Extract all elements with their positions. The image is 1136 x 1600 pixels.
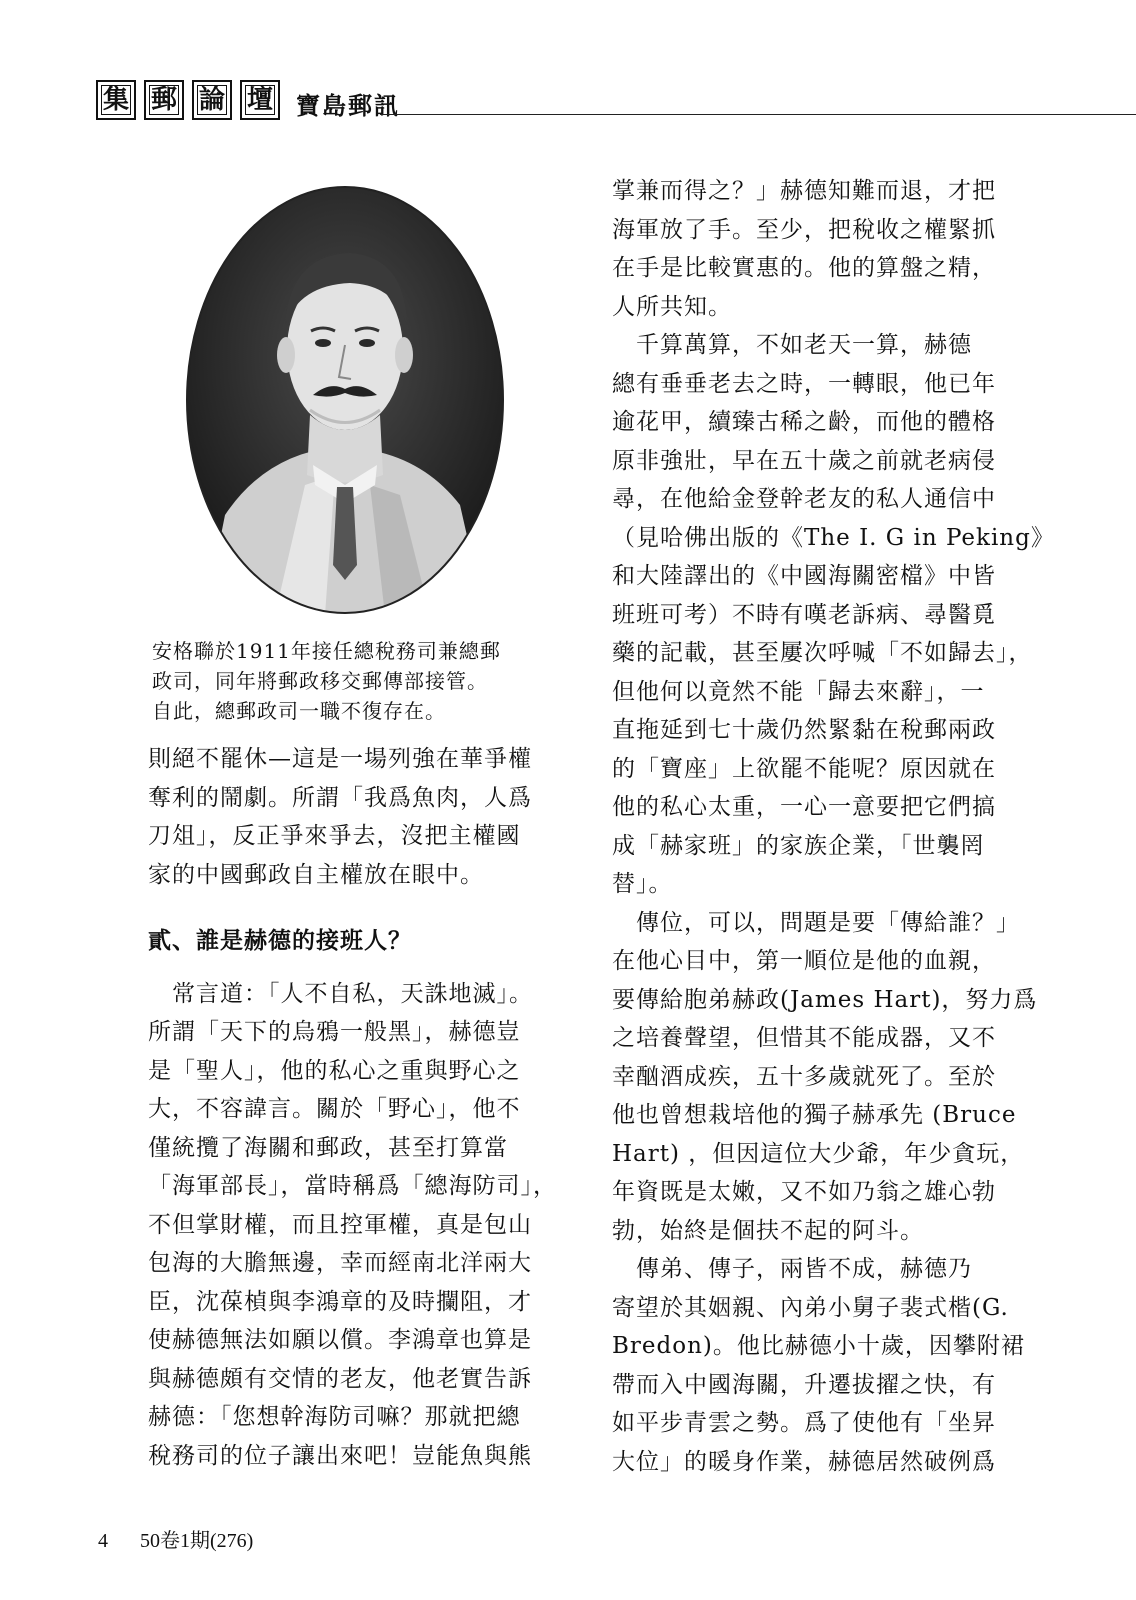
text-line: 在手是比較實惠的。他的算盤之精， (612, 255, 996, 281)
header-box-4: 壇 (240, 80, 280, 120)
text-line: 寄望於其姻親、內弟小舅子裴式楷(G. (612, 1294, 1009, 1321)
text-line: 他的私心太重，一心一意要把它們搞 (612, 794, 996, 820)
header-rule (380, 114, 1136, 115)
text-line: 他也曾想栽培他的獨子赫承先 (Bruce (612, 1102, 1017, 1128)
header-box-1: 集 (96, 80, 136, 120)
text-line: 的「寶座」上欲罷不能呢？原因就在 (612, 755, 996, 782)
text-line: （見哈佛出版的《The I. G in Peking》 (612, 524, 1055, 551)
text-line: 則絕不罷休—這是一場列強在華爭權 (148, 746, 532, 772)
text-line: 原非強壯，早在五十歲之前就老病侵 (612, 447, 996, 474)
text-line: 大，不容諱言。關於「野心」，他不 (148, 1096, 521, 1122)
text-line: 使赫德無法如願以償。李鴻章也算是 (148, 1327, 532, 1353)
caption-line: 自此，總郵政司一職不復存在。 (152, 699, 446, 723)
header-box-2: 郵 (144, 80, 184, 120)
text-line: 「海軍部長」，當時稱爲「總海防司」， (148, 1173, 557, 1199)
text-line: 臣，沈葆楨與李鴻章的及時攔阻，才 (148, 1288, 532, 1315)
section-header (96, 80, 1080, 128)
text-line: 奪利的鬧劇。所謂「我爲魚肉，人爲 (148, 784, 532, 811)
text-line: 千算萬算，不如老天一算，赫德 (612, 332, 972, 358)
text-line: 要傳給胞弟赫政(James Hart)，努力爲 (612, 986, 1038, 1013)
text-line: 總有垂垂老去之時，一轉眼，他已年 (612, 370, 996, 397)
text-line: 幸酗酒成疾，五十多歲就死了。至於 (612, 1063, 996, 1090)
header-box-3: 論 (192, 80, 232, 120)
text-line: 刀俎」，反正爭來爭去，沒把主權國 (148, 823, 521, 849)
right-column (612, 172, 1055, 1481)
text-line: 赫德：「您想幹海防司嘛？那就把總 (148, 1404, 521, 1430)
text-line: 成「赫家班」的家族企業，「世襲罔 (612, 832, 985, 859)
text-line: 直拖延到七十歲仍然緊黏在稅郵兩政 (612, 717, 996, 743)
text-line: 與赫德頗有交情的老友，他老實告訴 (148, 1365, 532, 1392)
text-line: 是「聖人」，他的私心之重與野心之 (148, 1057, 521, 1084)
text-line: 尋，在他給金登幹老友的私人通信中 (612, 486, 996, 512)
portrait-photo (185, 185, 505, 615)
text-line: Hart) ，但因這位大少爺，年少貪玩， (612, 1140, 1025, 1167)
caption-line: 安格聯於1911年接任總稅務司兼總郵 (152, 639, 501, 663)
left-column (148, 740, 558, 1475)
text-line: 常言道：「人不自私，天誅地滅」。 (148, 980, 533, 1007)
text-line: 年資既是太嫩，又不如乃翁之雄心勃 (612, 1179, 996, 1205)
text-line: 人所共知。 (612, 293, 732, 320)
text-line: 掌兼而得之？」赫德知難而退，才把 (612, 178, 996, 204)
page-number: 4 (98, 1530, 108, 1552)
text-line: 僅統攬了海關和郵政，甚至打算當 (148, 1134, 508, 1161)
text-line: 藥的記載，甚至屢次呼喊「不如歸去」， (612, 640, 1033, 666)
text-line: 海軍放了手。至少，把稅收之權緊抓 (612, 216, 996, 243)
text-line: 如平步青雲之勢。爲了使他有「坐昇 (612, 1410, 996, 1436)
text-line: 但他何以竟然不能「歸去來辭」，一 (612, 678, 985, 705)
text-line: 所謂「天下的烏鴉一般黑」，赫德豈 (148, 1019, 521, 1045)
text-line: 帶而入中國海關，升遷拔擢之快，有 (612, 1371, 996, 1398)
journal-name: 寶島郵訊 (296, 91, 400, 120)
text-line: 在他心目中，第一順位是他的血親， (612, 948, 996, 974)
photo-caption (152, 636, 552, 726)
issue-label: 50卷1期(276) (140, 1530, 254, 1552)
text-line: 和大陸譯出的《中國海關密檔》中皆 (612, 563, 996, 589)
text-line: 之培養聲望，但惜其不能成器，又不 (612, 1025, 996, 1051)
text-line: 包海的大膽無邊，幸而經南北洋兩大 (148, 1250, 532, 1276)
text-line: Bredon)。他比赫德小十歲，因攀附裙 (612, 1333, 1025, 1359)
section-heading: 貳、誰是赫德的接班人？ (148, 927, 412, 954)
text-line: 傳位，可以，問題是要「傳給誰？」 (612, 909, 1020, 936)
caption-line: 政司，同年將郵政移交郵傳部接管。 (152, 669, 488, 693)
page-footer (98, 1524, 253, 1553)
text-line: 大位」的暖身作業，赫德居然破例爲 (612, 1448, 996, 1475)
text-line: 勃，始終是個扶不起的阿斗。 (612, 1217, 924, 1244)
text-line: 家的中國郵政自主權放在眼中。 (148, 861, 484, 888)
text-line: 替」。 (612, 871, 673, 897)
text-line: 傳弟、傳子，兩皆不成，赫德乃 (612, 1256, 972, 1282)
text-line: 稅務司的位子讓出來吧！豈能魚與熊 (148, 1442, 532, 1469)
text-line: 逾花甲，續臻古稀之齡，而他的體格 (612, 409, 996, 435)
text-line: 班班可考）不時有嘆老訴病、尋醫覓 (612, 601, 996, 628)
text-line: 不但掌財權，而且控軍權，真是包山 (148, 1211, 532, 1238)
